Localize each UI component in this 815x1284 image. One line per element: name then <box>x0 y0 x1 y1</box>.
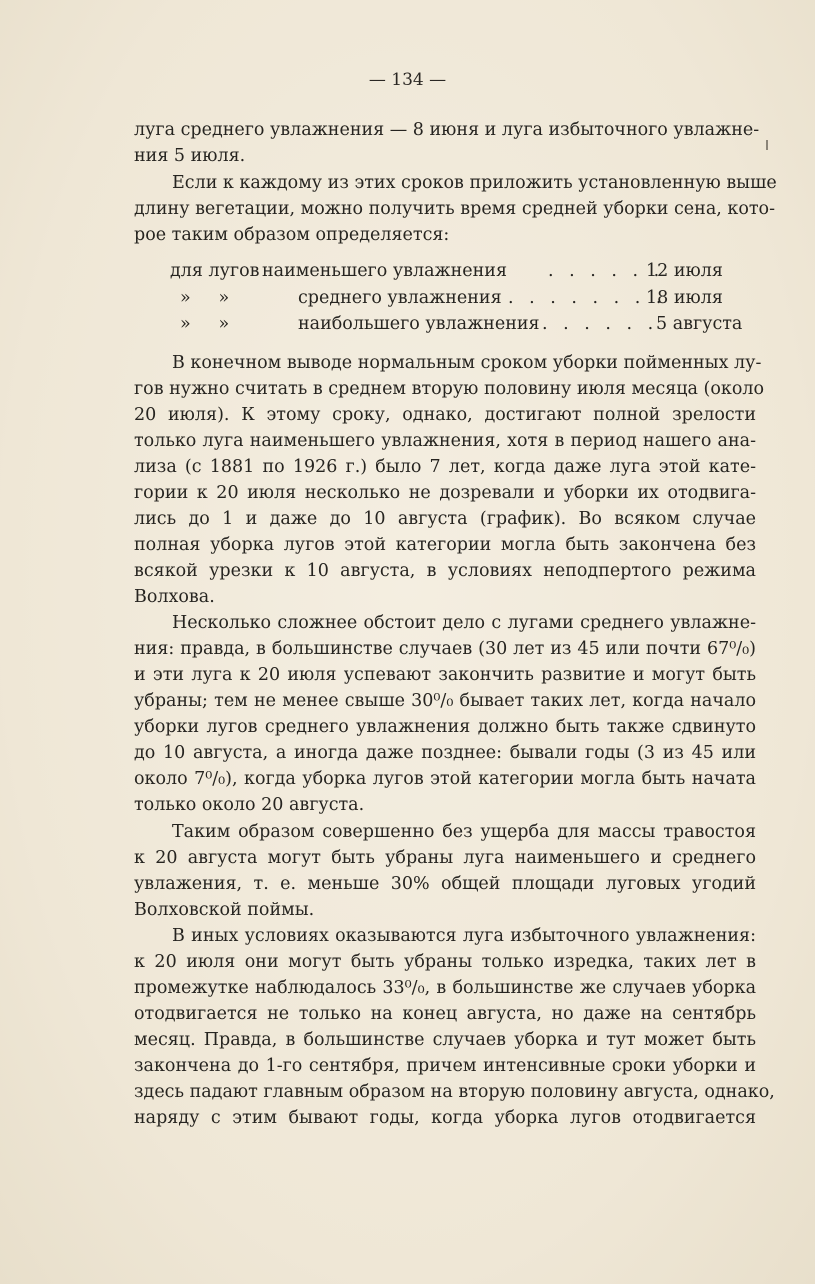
row-prefix: » » <box>180 314 230 334</box>
text-line: 20 июля). К этому сроку, однако, достигают полной зрелости <box>134 405 756 425</box>
text-line: рое таким образом определяется: <box>134 225 450 245</box>
text-line: луга среднего увлажнения — 8 июня и луга избыточного увлажне- <box>134 120 760 140</box>
text-line: ния 5 июля. <box>134 146 246 166</box>
row-category: среднего увлажнения <box>298 288 502 308</box>
row-date: 5 августа <box>656 314 743 334</box>
text-line: лись до 1 и даже до 10 августа (график). Во всяком случае <box>134 509 756 529</box>
row-leader: . . . . . . . . <box>508 288 667 308</box>
text-line: около 7⁰/₀), когда уборка лугов этой категории могла быть начата <box>134 769 756 789</box>
row-date: 12 июля <box>646 261 723 281</box>
text-line: ния: правда, в большинстве случаев (30 лет из 45 или почти 67⁰/₀) <box>134 639 756 659</box>
row-date: 18 июля <box>646 288 723 308</box>
text-line: только около 20 августа. <box>134 795 365 815</box>
text-line: гории к 20 июля несколько не дозревали и уборки их отодвига- <box>134 483 756 503</box>
text-line: к 20 августа могут быть убраны луга наименьшего и среднего <box>134 848 756 868</box>
page-number: — 134 — <box>368 70 447 90</box>
text-line: В иных условиях оказываются луга избыточного увлажнения: <box>172 926 756 946</box>
text-line: и эти луга к 20 июля успевают закончить развитие и могут быть <box>134 665 756 685</box>
text-line: убраны; тем не менее свыше 30⁰/₀ бывает таких лет, когда начало <box>134 691 756 711</box>
text-line: увлажения, т. е. меньше 30% общей площади луговых угодий <box>134 874 756 894</box>
margin-pencil-mark <box>766 140 768 150</box>
text-line: месяц. Правда, в большинстве случаев уборка и тут может быть <box>134 1030 756 1050</box>
text-line: лиза (с 1881 по 1926 г.) было 7 лет, когда даже луга этой кате- <box>134 457 756 477</box>
text-line: полная уборка лугов этой категории могла быть закончена без <box>134 535 756 555</box>
row-prefix: » » <box>180 288 230 308</box>
text-line: Таким образом совершенно без ущерба для массы травостоя <box>172 822 756 842</box>
text-line: Если к каждому из этих сроков приложить установленную выше <box>172 173 777 193</box>
text-line: здесь падают главным образом на вторую половину августа, однако, <box>134 1082 775 1102</box>
text-line: до 10 августа, а иногда даже позднее: бывали годы (3 из 45 или <box>134 743 756 763</box>
text-line: длину вегетации, можно получить время средней уборки сена, кото- <box>134 199 775 219</box>
text-line: к 20 июля они могут быть убраны только изредка, таких лет в <box>134 952 756 972</box>
text-line: наряду с этим бывают годы, когда уборка лугов отодвигается <box>134 1108 756 1128</box>
row-category: наименьшего увлажнения <box>262 261 507 281</box>
text-line: закончена до 1-го сентября, причем интенсивные сроки уборки и <box>134 1056 756 1076</box>
row-category: наибольшего увлажнения <box>298 314 540 334</box>
text-line: Несколько сложнее обстоит дело с лугами среднего увлажне- <box>172 613 756 633</box>
text-line: уборки лугов среднего увлажнения должно быть также сдвинуто <box>134 717 756 737</box>
text-line: Волховской поймы. <box>134 900 315 920</box>
text-line: гов нужно считать в среднем вторую половину июля месяца (около <box>134 379 765 399</box>
row-leader: . . . . . . <box>542 314 659 334</box>
text-line: промежутке наблюдалось 33⁰/₀, в большинстве же случаев уборка <box>134 978 756 998</box>
row-leader: . . . . . . <box>548 261 665 281</box>
text-line: только луга наименьшего увлажнения, хотя в период нашего ана- <box>134 431 756 451</box>
row-prefix: для лугов <box>170 261 260 281</box>
text-line: В конечном выводе нормальным сроком уборки пойменных лу- <box>172 353 762 373</box>
text-line: всякой урезки к 10 августа, в условиях неподпертого режима <box>134 561 756 581</box>
text-line: отодвигается не только на конец августа, но даже на сентябрь <box>134 1004 756 1024</box>
text-line: Волхова. <box>134 587 215 607</box>
